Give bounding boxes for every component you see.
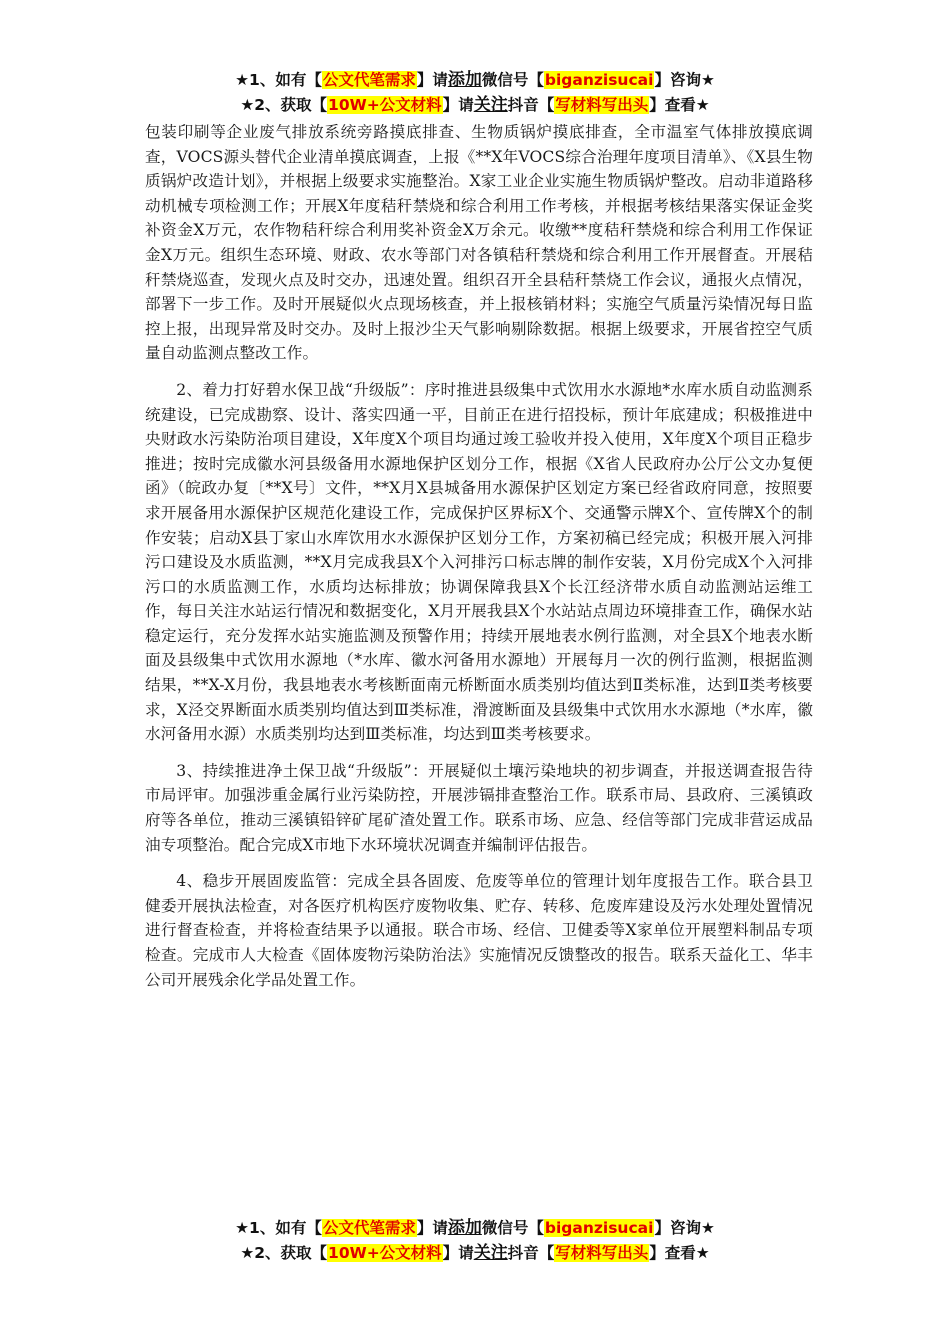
paragraph-water: 2、着力打好碧水保卫战“升级版”：序时推进县级集中式饮用水水源地*水库水质自动监测系统建设，已完成勘察、设计、落实四通一平，目前正在进行招投标，预计年底建成；积极推进中央财政水污染防治项目建设，X年度X个项目均通过竣工验收并投入使用，X年度X个项目正稳步推进；按时完成徽水河县级备用水源地保护区划分工作，根据《X省人民政府办公厅公文办复便函》（皖政办复〔**X号〕文件，**X月X县城备用水源保护区划定方案已经省政府同意，按照要求开展备用水源保护区规范化建设工作，完成保护区界标X个、交通警示牌X个、宣传牌X个的制作安装；启动X县丁家山水库饮用水水源保护区划分工作，方案初稿已经完成；积极开展入河排污口建设及水质监测，**X月完成我县X个入河排污口标志牌的制作安装，X月份完成X个入河排污口的水质监测工作，水质均达标排放；协调保障我县X个长江经济带水质自动监测站运维工作，每日关注水站运行情况和数据变化，X月开展我县X个水站站点周边环境排查工作，确保水站稳定运行，充分发挥水站实施监测及预警作用；持续开展地表水例行监测，对全县X个地表水断面及县级集中式饮用水源地（*水库、徽水河备用水源地）开展每月一次的例行监测，根据监测结果，**X-X月份，我县地表水考核断面南元桥断面水质类别均值达到Ⅱ类标准，达到Ⅱ类考核要求，X泾交界断面水质类别均值达到Ⅲ类标准，滑渡断面及县级集中式饮用水水源地（*水库，徽水河备用水源）水质类别均达到Ⅲ类标准，均达到Ⅲ类考核要求。 [145,380,813,744]
promo-highlight: 公文代笔需求 [322,1219,416,1237]
promo-underline: 添加 [447,70,482,90]
promo-underline: 关注 [473,95,508,115]
promo-text: 抖音【 [507,1244,555,1262]
promo-highlight: 10W+公文材料 [328,1244,442,1262]
promo-text: 】查看★ [649,96,710,114]
promo-text: 】查看★ [649,1244,710,1262]
promo-text: 】咨询★ [654,71,715,89]
promo-text: 】请 [416,71,448,89]
promo-text: 抖音【 [507,96,555,114]
footer-promo [0,1216,950,1266]
promo-line-2 [0,93,950,118]
promo-text: ★2、获取【 [240,1244,328,1262]
header-promo [0,68,950,118]
promo-underline: 添加 [447,1218,482,1238]
promo-line-1 [0,1216,950,1241]
promo-text: ★1、如有【 [235,1219,322,1237]
promo-highlight: biganzisucai [544,71,654,89]
promo-highlight: 写材料写出头 [555,1244,649,1262]
document-body [145,120,813,1004]
promo-highlight: 10W+公文材料 [328,96,442,114]
promo-text: 】请 [442,96,474,114]
promo-highlight: biganzisucai [544,1219,654,1237]
promo-text: 微信号【 [481,1219,544,1237]
promo-text: ★1、如有【 [235,71,322,89]
promo-text: 】请 [442,1244,474,1262]
promo-highlight: 公文代笔需求 [322,71,416,89]
promo-line-1 [0,68,950,93]
promo-text: ★2、获取【 [240,96,328,114]
promo-line-2 [0,1241,950,1266]
promo-highlight: 写材料写出头 [555,96,649,114]
paragraph-solid-waste: 4、稳步开展固废监管：完成全县各固废、危废等单位的管理计划年度报告工作。联合县卫健委开展执法检查，对各医疗机构医疗废物收集、贮存、转移、危废库建设及污水处理处置情况进行督查检查，并将检查结果予以通报。联合市场、经信、卫健委等X家单位开展塑料制品专项检查。完成市人大检查《固体废物污染防治法》实施情况反馈整改的报告。联系天益化工、华丰公司开展残余化学品处置工作。 [145,872,813,989]
paragraph-soil: 3、持续推进净土保卫战“升级版”：开展疑似土壤污染地块的初步调查，并报送调查报告待市局评审。加强涉重金属行业污染防控，开展涉镉排查整治工作。联系市局、县政府、三溪镇政府等各单位，推动三溪镇铅锌矿尾矿渣处置工作。联系市场、应急、经信等部门完成非营运成品油专项整治。配合完成X市地下水环境状况调查并编制评估报告。 [145,761,813,854]
promo-underline: 关注 [473,1243,508,1263]
promo-text: 】咨询★ [654,1219,715,1237]
paragraph-continued: 包装印刷等企业废气排放系统旁路摸底排查、生物质锅炉摸底排查，全市温室气体排放摸底调查，VOCS源头替代企业清单摸底调查，上报《**X年VOCS综合治理年度项目清单》、《X县生物质锅炉改造计划》，并根据上级要求实施整治。X家工业企业实施生物质锅炉整改。启动非道路移动机械专项检测工作；开展X年度秸秆禁烧和综合利用工作考核，并根据考核结果落实保证金奖补资金X万元，农作物秸秆综合利用奖补资金X万余元。收缴**度秸秆禁烧和综合利用工作保证金X万元。组织生态环境、财政、农水等部门对各镇秸秆禁烧和综合利用工作开展督查。开展秸秆禁烧巡查，发现火点及时交办，迅速处置。组织召开全县秸秆禁烧工作会议，通报火点情况，部署下一步工作。及时开展疑似火点现场核查，并上报核销材料；实施空气质量污染情况每日监控上报，出现异常及时交办。及时上报沙尘天气影响剔除数据。根据上级要求，开展省控空气质量自动监测点整改工作。 [145,123,813,363]
promo-text: 】请 [416,1219,448,1237]
promo-text: 微信号【 [481,71,544,89]
